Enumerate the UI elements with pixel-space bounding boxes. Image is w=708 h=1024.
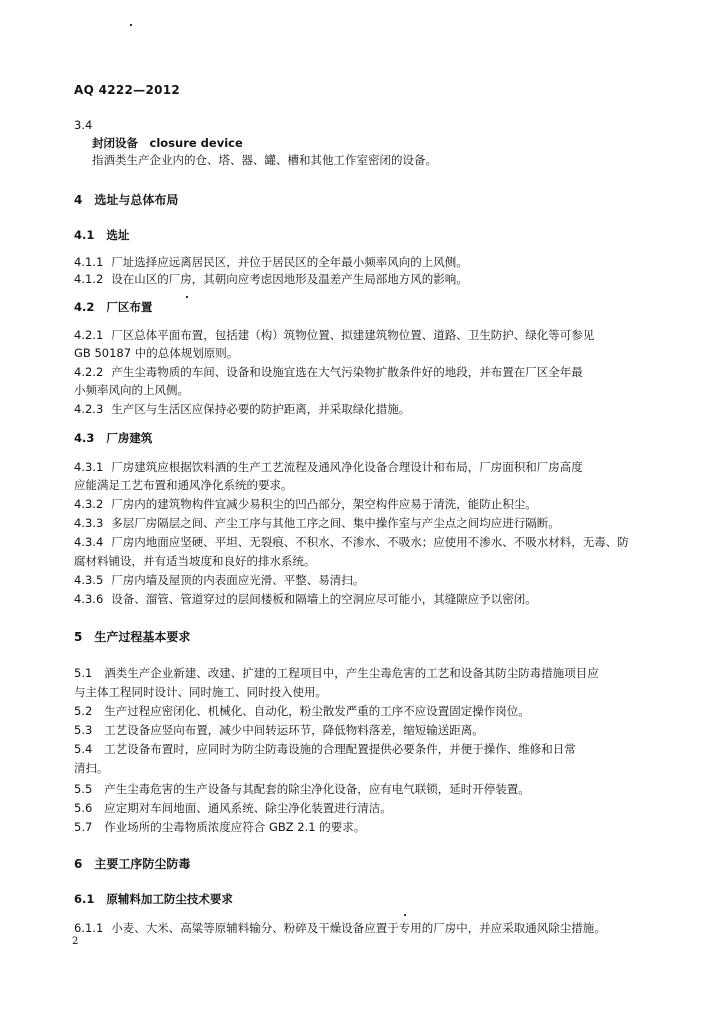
clause-4-2-1: 4.2.1 厂区总体平面布置，包括建（构）筑物位置、拟建建筑物位置、道路、卫生防护、绿化等可参见 [74,328,595,342]
clause-4-2-heading: 4.2 厂区布置 [74,300,153,314]
section-6-heading: 6 主要工序防尘防毒 [74,857,191,871]
clause-6-1-heading: 6.1 原辅料加工防尘技术要求 [74,892,233,906]
clause-4-2-2-cont: 小频率风向的上风侧。 [74,383,189,397]
clause-5-4: 5.4 工艺设备布置时，应同时为防尘防毒设施的合理配置提供必要条件，并便于操作、维修和日常 [74,742,576,756]
clause-4-1-1: 4.1.1 厂址选择应远离居民区，并位于居民区的全年最小频率风向的上风侧。 [74,255,468,269]
scan-speck [404,914,406,916]
standard-code-header: AQ 4222—2012 [74,83,181,97]
clause-5-6: 5.6 应定期对车间地面、通风系统、除尘净化装置进行清洁。 [74,801,392,815]
clause-4-1-heading: 4.1 选址 [74,228,130,242]
clause-4-3-1-cont: 应能满足工艺布置和通风净化系统的要求。 [74,478,293,492]
clause-4-2-2: 4.2.2 产生尘毒物质的车间、设备和设施宜选在大气污染物扩散条件好的地段，并布置在厂区全年最 [74,365,583,379]
scan-speck [186,296,188,298]
clause-6-1-1: 6.1.1 小麦、大米、高粱等原辅料输分、粉碎及干燥设备应置于专用的厂房中，并应采取通风除尘措施。 [74,921,606,935]
scan-speck [130,24,132,26]
clause-3-4-number: 3.4 [74,118,93,132]
term-definition: 指酒类生产企业内的仓、塔、器、罐、槽和其他工作室密闭的设备。 [92,153,437,167]
clause-4-2-3: 4.2.3 生产区与生活区应保持必要的防护距离，并采取绿化措施。 [74,402,411,416]
clause-4-3-heading: 4.3 厂房建筑 [74,431,153,445]
clause-5-3: 5.3 工艺设备应竖向布置，减少中间转运环节，降低物料落差，缩短输送距离。 [74,723,484,737]
clause-5-1: 5.1 酒类生产企业新建、改建、扩建的工程项目中，产生尘毒危害的工艺和设备其防尘防毒措施项目应 [74,666,599,680]
clause-4-3-6: 4.3.6 设备、溜管、管道穿过的层间楼板和隔墙上的空洞应尽可能小，其缝隙应予以密闭。 [74,592,537,606]
section-5-heading: 5 生产过程基本要求 [74,630,191,644]
clause-4-3-5: 4.3.5 厂房内墙及屋顶的内表面应光滑、平整、易清扫。 [74,573,365,587]
clause-4-3-4: 4.3.4 厂房内地面应坚硬、平坦、无裂痕、不积水、不渗水、不吸水；应使用不渗水、不吸水材料，无毒、防 [74,535,629,549]
clause-4-3-1: 4.3.1 厂房建筑应根据饮料酒的生产工艺流程及通风净化设备合理设计和布局，厂房面积和厂房高度 [74,460,583,474]
section-4-heading: 4 选址与总体布局 [74,193,179,207]
term-title: 封闭设备 closure device [92,136,243,150]
clause-4-1-2: 4.1.2 设在山区的厂房，其朝向应考虑因地形及温差产生局部地方风的影响。 [74,272,468,286]
clause-4-3-3: 4.3.3 多层厂房隔层之间、产尘工序与其他工序之间、集中操作室与产尘点之间均应进行隔断。 [74,516,560,530]
clause-5-2: 5.2 生产过程应密闭化、机械化、自动化，粉尘散发严重的工序不应设置固定操作岗位。 [74,704,530,718]
clause-4-3-2: 4.3.2 厂房内的建筑物构件宜减少易积尘的凹凸部分，架空构件应易于清洗，能防止积尘。 [74,497,537,511]
clause-5-4-cont: 清扫。 [74,761,109,775]
clause-4-3-4-cont: 腐材料铺设，并有适当坡度和良好的排水系统。 [74,554,316,568]
page-number: 2 [72,936,79,947]
clause-5-7: 5.7 作业场所的尘毒物质浓度应符合 GBZ 2.1 的要求。 [74,820,366,834]
clause-4-2-1-cont: GB 50187 中的总体规划原则。 [74,346,239,360]
clause-5-5: 5.5 产生尘毒危害的生产设备与其配套的除尘净化设备，应有电气联锁，延时开停装置。 [74,782,530,796]
clause-5-1-cont: 与主体工程同时设计、同时施工、同时投入使用。 [74,685,327,699]
